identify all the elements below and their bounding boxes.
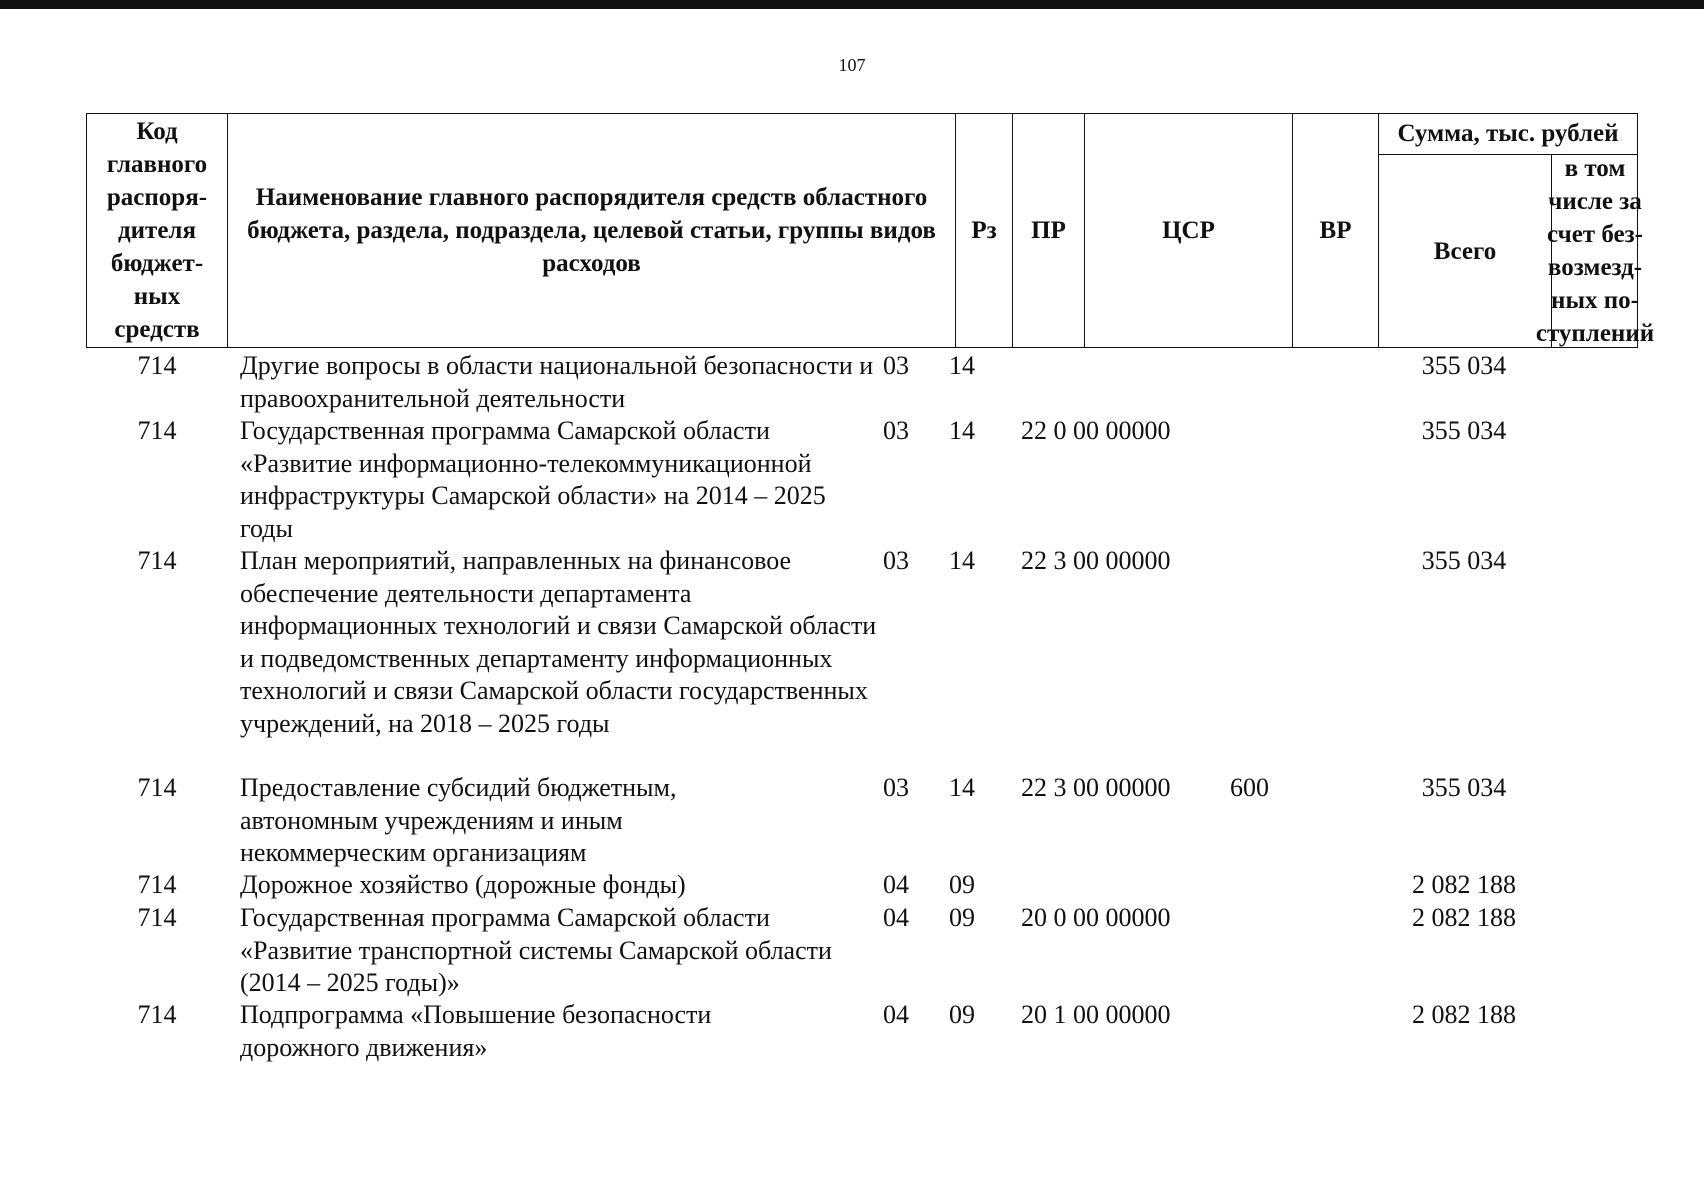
row-csr: 22 3 00 00000 <box>1021 546 1171 575</box>
row-pr: 14 <box>949 773 975 802</box>
row-code: 714 <box>137 351 177 380</box>
header-csr: ЦСР <box>1162 217 1215 244</box>
top-border <box>0 0 1704 9</box>
row-vr: 600 <box>1230 773 1269 802</box>
row-rz: 03 <box>883 773 909 802</box>
row-pr: 09 <box>949 903 975 932</box>
row-total: 355 034 <box>1421 351 1507 380</box>
row-pr: 14 <box>949 416 975 445</box>
header-total: Всего <box>1433 237 1497 265</box>
row-csr: 20 1 00 00000 <box>1021 1000 1171 1029</box>
row-code: 714 <box>137 546 177 575</box>
table-row <box>86 902 1638 999</box>
table-row <box>86 545 1638 772</box>
table-body <box>86 350 1638 1065</box>
row-total: 2 082 188 <box>1412 1000 1516 1029</box>
row-rz: 03 <box>883 351 909 380</box>
header-rz: Рз <box>971 217 997 244</box>
row-name: План мероприятий, направленных на финансовое обеспечение деятельности департамента информационных технологий и связи Самарской области и подведомственных департаменту информационных технологий и связи Самарской области государственных учреждений, на 2018 – 2025 годы <box>240 546 877 738</box>
row-total: 355 034 <box>1421 546 1507 575</box>
header-name: Наименование главного распорядителя средств областного бюджета, раздела, подраздела, целевой статьи, группы видов расходов <box>247 184 936 277</box>
header-pr: ПР <box>1031 217 1066 244</box>
row-name: Другие вопросы в области национальной безопасности и правоохранительной деятельности <box>240 351 874 413</box>
header-sum-group <box>1379 114 1655 347</box>
table-row <box>86 415 1638 545</box>
row-name: Государственная программа Самарской области «Развитие информационно-телекоммуникационной инфраструктуры Самарской области» на 2014 – 2025 годы <box>240 416 826 543</box>
row-code: 714 <box>137 903 177 932</box>
row-pr: 09 <box>949 1000 975 1029</box>
header-sum-title: Сумма, тыс. рублей <box>1379 114 1637 155</box>
row-rz: 04 <box>883 903 909 932</box>
header-code: Код главного распоря-дителя бюджет-ных средств <box>106 118 208 343</box>
row-total: 355 034 <box>1421 416 1507 445</box>
page-number: 107 <box>838 55 866 75</box>
table-row <box>86 772 1638 869</box>
row-rz: 04 <box>883 1000 909 1029</box>
row-total: 355 034 <box>1421 773 1507 802</box>
row-rz: 03 <box>883 546 909 575</box>
row-code: 714 <box>137 773 177 802</box>
header-vr: ВР <box>1319 217 1352 244</box>
row-total: 2 082 188 <box>1412 870 1516 899</box>
row-csr: 22 3 00 00000 <box>1021 773 1171 802</box>
table-row <box>86 869 1638 902</box>
table-row <box>86 350 1638 415</box>
row-code: 714 <box>137 870 177 899</box>
row-pr: 14 <box>949 351 975 380</box>
row-name: Государственная программа Самарской области «Развитие транспортной системы Самарской области (2014 – 2025 годы)» <box>240 903 832 997</box>
row-code: 714 <box>137 416 177 445</box>
row-total: 2 082 188 <box>1412 903 1516 932</box>
row-name: Подпрограмма «Повышение безопасности дорожного движения» <box>240 1000 712 1062</box>
row-csr: 20 0 00 00000 <box>1021 903 1171 932</box>
row-name: Дорожное хозяйство (дорожные фонды) <box>240 870 686 899</box>
row-pr: 09 <box>949 870 975 899</box>
row-code: 714 <box>137 1000 177 1029</box>
header-incl: в том числе за счет без-возмезд-ных по-ступлений <box>1535 155 1655 347</box>
row-rz: 04 <box>883 870 909 899</box>
table-row <box>86 999 1638 1065</box>
row-csr: 22 0 00 00000 <box>1021 416 1171 445</box>
row-pr: 14 <box>949 546 975 575</box>
row-rz: 03 <box>883 416 909 445</box>
row-name: Предоставление субсидий бюджетным, автономным учреждениям и иным некоммерческим организациям <box>240 773 677 867</box>
table-header <box>86 113 1655 348</box>
